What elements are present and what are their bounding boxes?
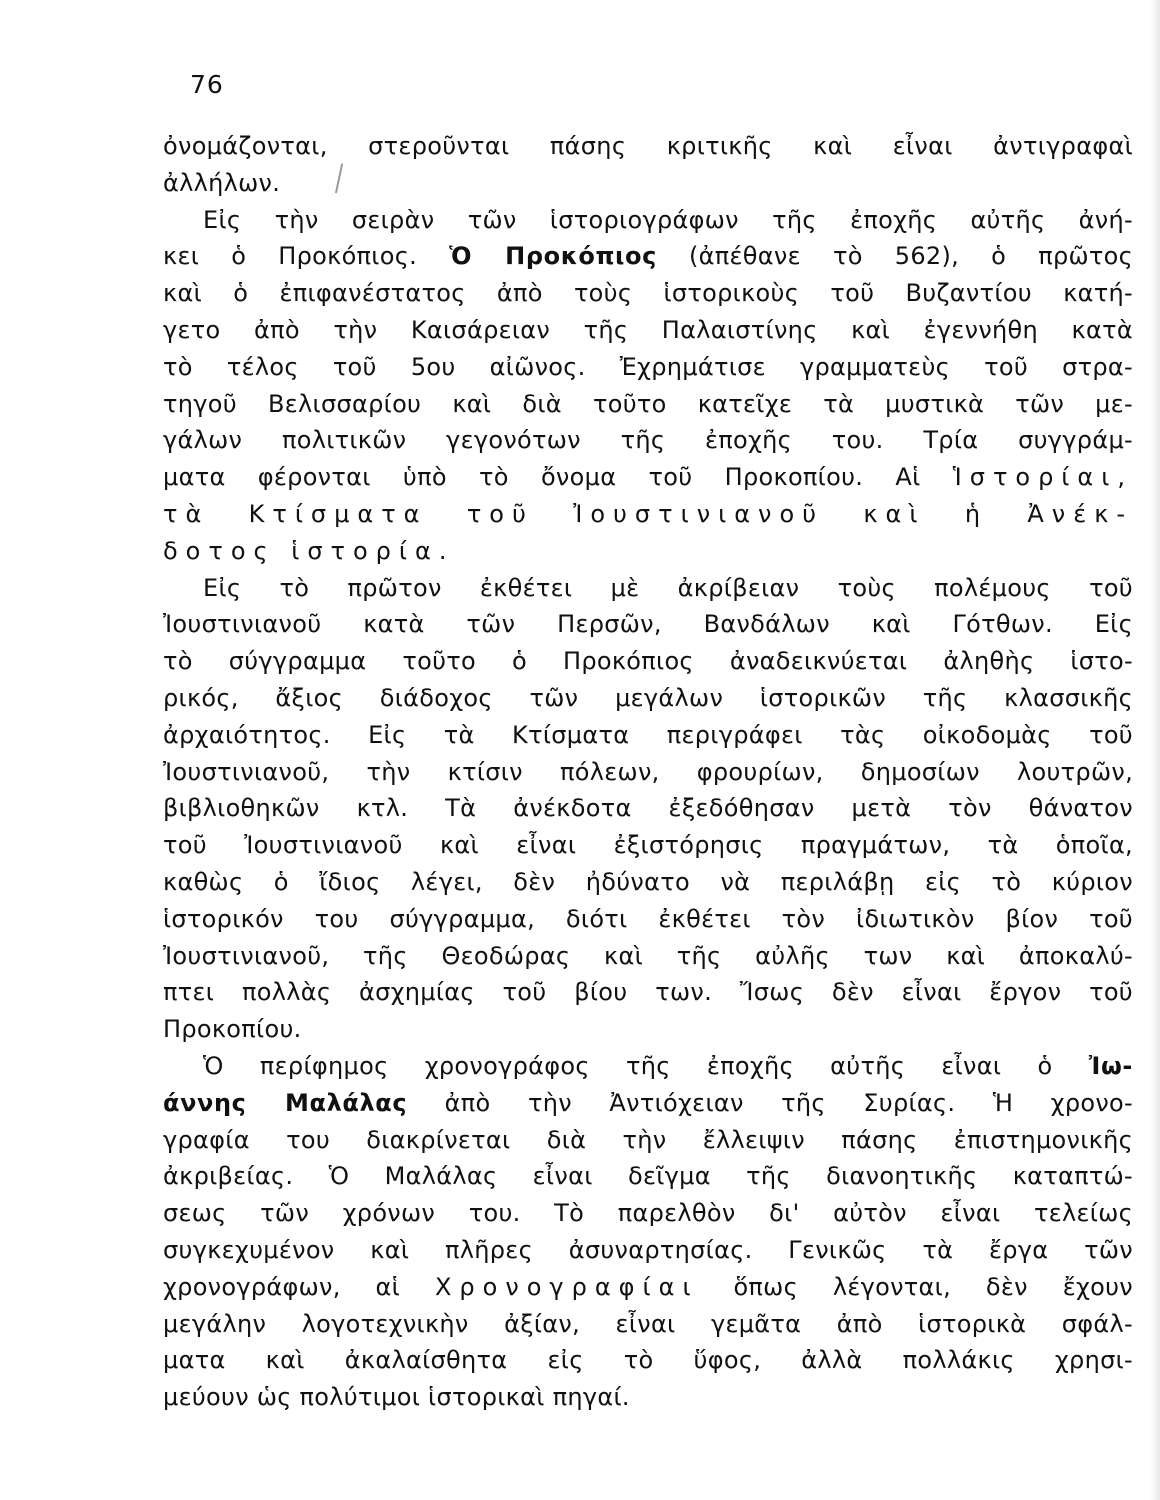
text-line: ἀκριβείας. Ὁ Μαλάλας εἶναι δεῖγμα τῆς διανοητικῆς καταπτώ- bbox=[163, 1162, 1133, 1191]
title-istoriai: Ἱστορίαι, bbox=[952, 463, 1133, 492]
text-line: μεύουν ὡς πολύτιμοι ἱστορικαὶ πηγαί. bbox=[163, 1383, 630, 1412]
text-segment: Ὁ περίφημος χρονογράφος τῆς ἐποχῆς αὐτῆς εἶναι ὁ bbox=[203, 1051, 1089, 1080]
text-line: ματα καὶ ἀκαλαίσθητα εἰς τὸ ὕφος, ἀλλὰ πολλάκις χρησι- bbox=[163, 1346, 1133, 1375]
text-line: γετο ἀπὸ τὴν Καισάρειαν τῆς Παλαιστίνης καὶ ἐγεννήθη κατὰ bbox=[163, 315, 1133, 344]
name-ioannis-malalas: άννης Μαλάλας bbox=[163, 1088, 408, 1117]
text-line: Ἰουστινιανοῦ κατὰ τῶν Περσῶν, Βανδάλων καὶ Γότθων. Εἰς bbox=[163, 610, 1133, 639]
name-prokopios: Ὁ Προκόπιος bbox=[449, 242, 657, 271]
text-line: Προκοπίου. bbox=[163, 1015, 302, 1044]
name-ioannis-a: Ἰω- bbox=[1088, 1051, 1133, 1080]
text-line: ὀνομάζονται, στεροῦνται πάσης κριτικῆς καὶ εἶναι ἀντιγραφαὶ bbox=[163, 132, 1133, 160]
text-line: πτει πολλὰς ἀσχημίας τοῦ βίου των. Ἴσως δὲν εἶναι ἔργον τοῦ bbox=[163, 978, 1133, 1007]
text-line: μεγάλην λογοτεχνικὴν ἀξίαν, εἶναι γεμᾶτα ἀπὸ ἱστορικὰ σφάλ- bbox=[163, 1309, 1133, 1338]
text-line bbox=[163, 459, 1133, 496]
text-segment: (ἀπέθανε τὸ 562), ὁ πρῶτος bbox=[656, 242, 1133, 271]
text-line bbox=[163, 1269, 1133, 1306]
text-segment: ματα φέρονται ὑπὸ τὸ ὄνομα τοῦ Προκοπίου. Αἱ bbox=[163, 463, 953, 492]
text-line: ἱστορικόν του σύγγραμμα, διότι ἐκθέτει τὸν ἰδιωτικὸν βίον τοῦ bbox=[163, 904, 1133, 933]
text-line: τὸ σύγγραμμα τοῦτο ὁ Προκόπιος ἀναδεικνύεται ἀληθὴς ἱστο- bbox=[163, 647, 1133, 676]
text-segment: χρονογράφων, αἱ bbox=[163, 1272, 435, 1301]
text-line: γραφία του διακρίνεται διὰ τὴν ἔλλειψιν πάσης ἐπιστημονικῆς bbox=[163, 1125, 1133, 1154]
text-line: τὰ Κτίσματα τοῦ Ἰουστινιανοῦ καὶ ἡ Ἀνέκ- bbox=[163, 499, 1133, 528]
text-line: Εἰς τὴν σειρὰν τῶν ἱστοριογράφων τῆς ἐποχῆς αὐτῆς ἀνή- bbox=[203, 205, 1133, 234]
text-line: Εἰς τὸ πρῶτον ἐκθέτει μὲ ἀκρίβειαν τοὺς πολέμους τοῦ bbox=[203, 573, 1133, 602]
text-line: καθὼς ὁ ἴδιος λέγει, δὲν ἠδύνατο νὰ περιλάβῃ εἰς τὸ κύριον bbox=[163, 867, 1133, 896]
text-line: ρικός, ἄξιος διάδοχος τῶν μεγάλων ἱστορικῶν τῆς κλασσικῆς bbox=[163, 683, 1133, 712]
text-line bbox=[163, 1048, 1133, 1085]
title-chronografiai: Χρονογραφίαι bbox=[434, 1272, 699, 1301]
text-line: τοῦ Ἰουστινιανοῦ καὶ εἶναι ἐξιστόρησις πραγμάτων, τὰ ὁποῖα, bbox=[163, 831, 1133, 860]
text-segment: ἀπὸ τὴν Ἀντιόχειαν τῆς Συρίας. Ἡ χρονο- bbox=[407, 1088, 1133, 1117]
text-line: ἀλλήλων. bbox=[163, 168, 281, 197]
page-edge bbox=[1150, 0, 1160, 1500]
body-text bbox=[163, 128, 1133, 1416]
text-line bbox=[163, 1085, 1133, 1122]
text-line: Ἰουστινιανοῦ, τὴν κτίσιν πόλεων, φρουρίων, δημοσίων λουτρῶν, bbox=[163, 757, 1133, 786]
text-line bbox=[163, 238, 1133, 275]
text-line: καὶ ὁ ἐπιφανέστατος ἀπὸ τοὺς ἱστορικοὺς τοῦ Βυζαντίου κατή- bbox=[163, 279, 1133, 308]
text-line: ἀρχαιότητος. Εἰς τὰ Κτίσματα περιγράφει τὰς οἰκοδομὰς τοῦ bbox=[163, 720, 1133, 749]
text-line: βιβλιοθηκῶν κτλ. Τὰ ἀνέκδοτα ἐξεδόθησαν μετὰ τὸν θάνατον bbox=[163, 794, 1133, 823]
text-line: τηγοῦ Βελισσαρίου καὶ διὰ τοῦτο κατεῖχε τὰ μυστικὰ τῶν με- bbox=[163, 389, 1133, 418]
text-line: δοτος ἱστορία. bbox=[163, 536, 455, 565]
text-line: γάλων πολιτικῶν γεγονότων τῆς ἐποχῆς του. Τρία συγγράμ- bbox=[163, 426, 1133, 455]
text-line: σεως τῶν χρόνων του. Τὸ παρελθὸν δι' αὐτὸν εἶναι τελείως bbox=[163, 1199, 1133, 1228]
text-segment: ὅπως λέγονται, δὲν ἔχουν bbox=[698, 1272, 1134, 1301]
page-number: 76 bbox=[190, 70, 224, 99]
text-line: συγκεχυμένον καὶ πλῆρες ἀσυναρτησίας. Γενικῶς τὰ ἔργα τῶν bbox=[163, 1235, 1133, 1264]
text-line: Ἰουστινιανοῦ, τῆς Θεοδώρας καὶ τῆς αὐλῆς των καὶ ἀποκαλύ- bbox=[163, 941, 1133, 970]
text-segment: κει ὁ Προκόπιος. bbox=[163, 242, 450, 271]
text-line: τὸ τέλος τοῦ 5ου αἰῶνος. Ἐχρημάτισε γραμματεὺς τοῦ στρα- bbox=[163, 352, 1133, 381]
